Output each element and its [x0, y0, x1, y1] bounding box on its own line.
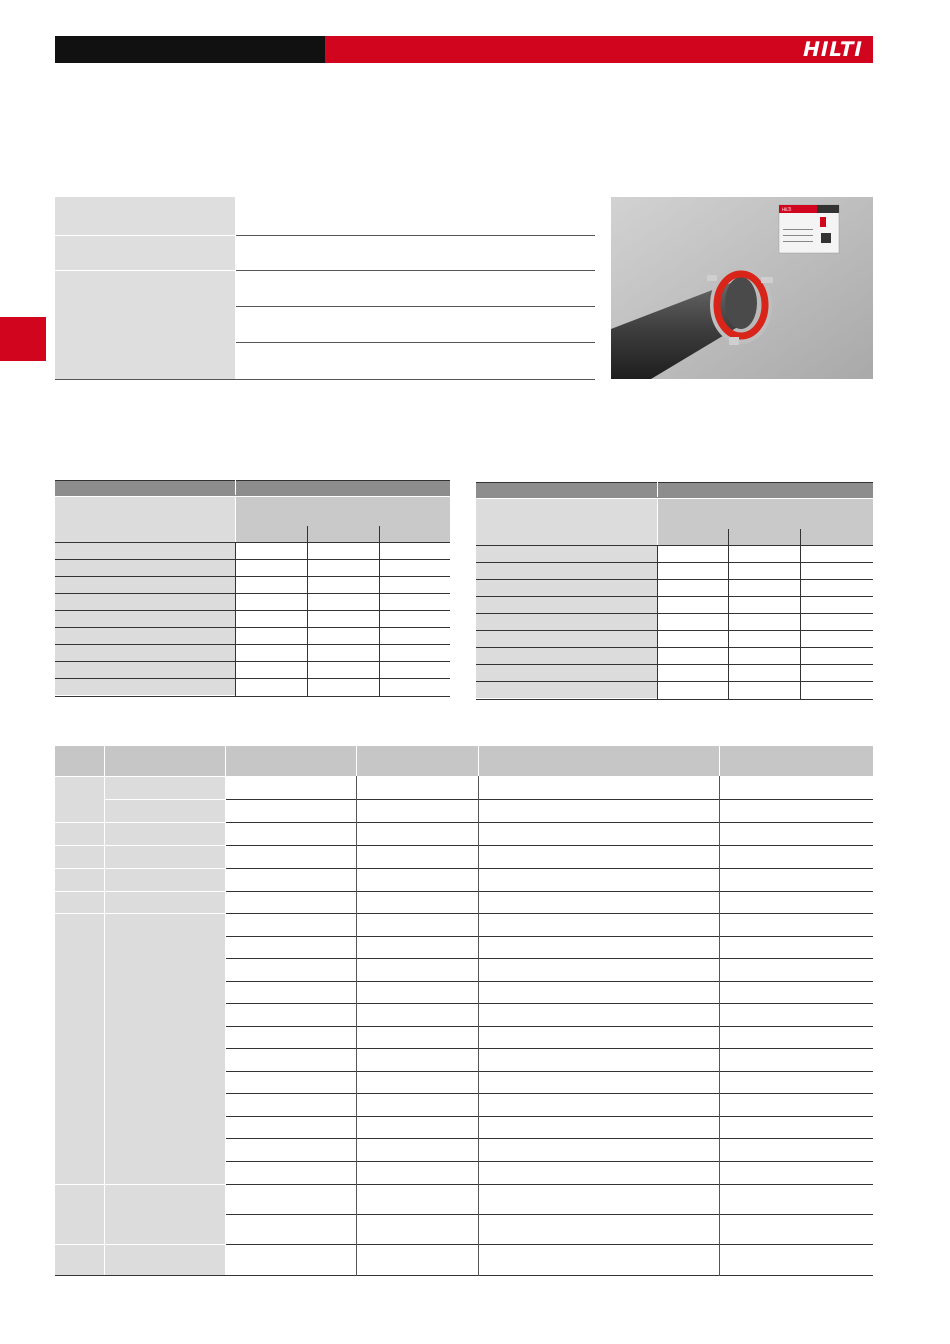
- group-cell: [105, 823, 225, 845]
- row-line: [226, 1244, 873, 1245]
- group-cell: [105, 846, 225, 868]
- table-row-label: [476, 631, 657, 647]
- table-row-label: [55, 645, 235, 661]
- row-line: [226, 1161, 873, 1162]
- table-row-label: [55, 611, 235, 627]
- col-divider: [800, 529, 801, 699]
- table-row-label: [476, 614, 657, 630]
- side-section-tab: [0, 317, 46, 361]
- table-row-label: [476, 665, 657, 681]
- row-line: [226, 845, 873, 846]
- table-row-label: [476, 546, 657, 562]
- group-cell: [105, 1185, 225, 1244]
- left-data-table: [55, 480, 450, 697]
- group-cell: [55, 869, 104, 891]
- group-cell: [55, 777, 104, 822]
- col-header: [226, 746, 357, 776]
- row-line: [226, 1003, 873, 1004]
- group-cell: [55, 914, 104, 1184]
- table-row-label: [55, 628, 235, 644]
- col-divider: [657, 545, 658, 699]
- group-cell: [105, 892, 225, 913]
- col-header: [479, 746, 720, 776]
- group-cell: [55, 823, 104, 845]
- header-black-bar: [55, 36, 325, 63]
- info-label-3: [55, 271, 235, 379]
- pipe-collar-photo: [611, 197, 873, 379]
- label-sticker-icon: [779, 205, 839, 253]
- subheader-values: [236, 497, 450, 542]
- header-red-bar: [325, 36, 873, 63]
- subheader-values: [658, 499, 873, 545]
- table-row-label: [476, 580, 657, 596]
- row-line: [226, 981, 873, 982]
- col-divider: [719, 776, 720, 1276]
- main-spec-table: [55, 746, 873, 1276]
- product-info-table: [55, 197, 595, 380]
- row-line: [226, 868, 873, 869]
- header-divider: [657, 482, 658, 497]
- right-data-table: [476, 482, 873, 700]
- col-divider: [356, 776, 357, 1276]
- table-row-label: [55, 577, 235, 593]
- row-line: [226, 822, 873, 823]
- group-cell: [105, 914, 225, 1184]
- table-header: [55, 480, 450, 496]
- col-divider: [379, 526, 380, 696]
- sticker-brand: HILTI: [782, 207, 792, 212]
- group-cell: [55, 846, 104, 868]
- info-col-divider: [235, 197, 236, 379]
- row-line: [226, 1184, 873, 1185]
- table-bottom-line: [55, 1275, 873, 1276]
- group-cell: [55, 1245, 104, 1276]
- info-row-divider: [235, 306, 595, 307]
- subheader-label: [476, 499, 657, 545]
- row-line: [226, 1138, 873, 1139]
- row-line: [226, 1048, 873, 1049]
- row-line: [226, 913, 873, 914]
- col-header: [720, 746, 873, 776]
- info-row-divider: [235, 235, 595, 236]
- row-line: [226, 1093, 873, 1094]
- group-cell: [105, 1245, 225, 1276]
- table-row-label: [55, 560, 235, 576]
- row-line: [226, 799, 873, 800]
- col-divider: [728, 529, 729, 699]
- col-divider: [235, 542, 236, 696]
- col-divider: [478, 776, 479, 1276]
- photo-illustration: [611, 197, 873, 379]
- row-line: [226, 1116, 873, 1117]
- group-cell: [105, 777, 225, 799]
- row-line: [226, 1026, 873, 1027]
- info-label-2: [55, 236, 235, 270]
- info-row-divider: [235, 270, 595, 271]
- group-cell: [105, 800, 225, 822]
- col-header: [55, 746, 105, 776]
- table-row-label: [55, 662, 235, 678]
- info-label-1: [55, 197, 235, 235]
- table-row-label: [55, 543, 235, 559]
- subheader-label: [55, 497, 235, 542]
- table-row-label: [476, 648, 657, 664]
- table-row-label: [476, 563, 657, 579]
- row-line: [226, 891, 873, 892]
- table-row-label: [55, 594, 235, 610]
- table-row-label: [55, 679, 235, 695]
- group-cell: [55, 1185, 104, 1244]
- row-line: [226, 1071, 873, 1072]
- row-line: [226, 1214, 873, 1215]
- header-divider: [235, 480, 236, 495]
- group-cell: [55, 892, 104, 913]
- row-line: [226, 936, 873, 937]
- hilti-logo: HILTI: [800, 37, 866, 61]
- col-divider: [307, 526, 308, 696]
- col-header: [105, 746, 226, 776]
- col-header: [357, 746, 479, 776]
- table-row-label: [476, 597, 657, 613]
- info-row-divider: [235, 342, 595, 343]
- row-line: [226, 958, 873, 959]
- group-cell: [105, 869, 225, 891]
- table-row-label: [476, 682, 657, 698]
- table-header: [476, 482, 873, 498]
